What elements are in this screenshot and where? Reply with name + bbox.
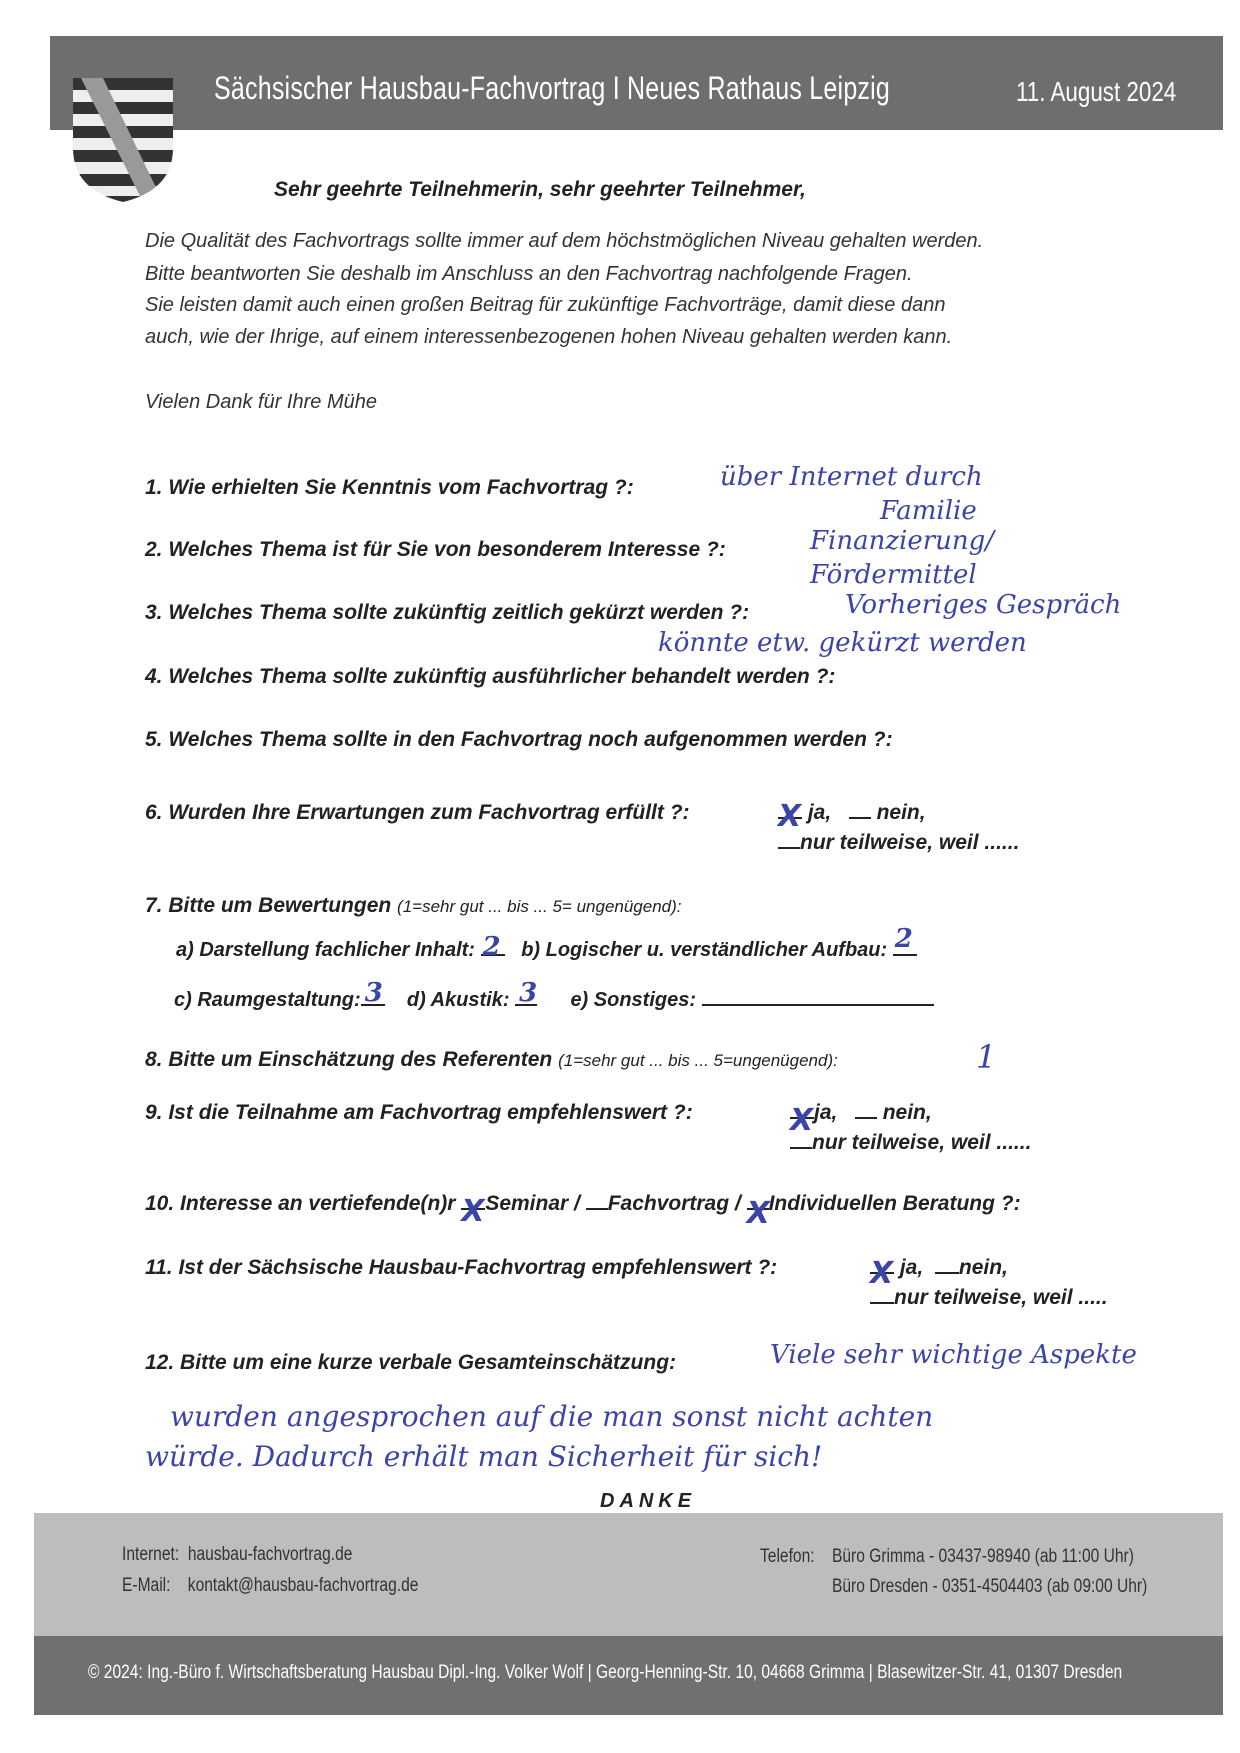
q7b-label: b) Logischer u. verständlicher Aufbau: [521,939,888,961]
q10-beratung-checkbox[interactable] [746,1196,770,1231]
answer-3-line: Vorheriges Gespräch [845,590,1122,620]
q6-ja-checkbox[interactable] [778,799,802,834]
email-link[interactable]: kontakt@hausbau-fachvortrag.de [187,1575,419,1596]
q11-nein-label: nein, [958,1256,1008,1279]
question-10 [145,1192,1021,1231]
q9-options [790,1101,932,1138]
q10-beratung-label: Individuellen Beratung ?: [768,1192,1021,1215]
q11-options [870,1256,1008,1291]
question-12: 12. Bitte um eine kurze verbale Gesamteinschätzung: [145,1351,677,1374]
question-11: 11. Ist der Sächsische Hausbau-Fachvortrag empfehlenswert ?: [145,1256,778,1279]
q6-teilweise-label: nur teilweise, weil ...... [800,831,1020,854]
q6-nein-checkbox[interactable] [849,817,871,819]
footer-copyright: © 2024: Ing.-Büro f. Wirtschaftsberatung Hausbau Dipl.-Ing. Volker Wolf | Georg-Henning-Str. 10, 04668 Grimma | Blasewitzer-Str. 41, 01307 Dresden [88,1662,1123,1683]
checkmark-x-icon: X [461,1194,485,1229]
saxony-coat-of-arms-logo [73,78,173,202]
greeting: Sehr geehrte Teilnehmerin, sehr geehrter Teilnehmer, [274,178,806,201]
intro-line: Die Qualität des Fachvortrags sollte immer auf dem höchstmöglichen Niveau gehalten werden. [145,230,984,252]
answer-2-line: Finanzierung/ [810,526,995,556]
q7e-field[interactable] [702,1004,934,1006]
q7-row-cde [174,978,934,1012]
q9-partial-option [790,1131,1031,1155]
question-3: 3. Welches Thema sollte zukünftig zeitlich gekürzt werden ?: [145,601,750,624]
footer-internet [122,1544,352,1566]
footer-phone-label: Telefon: [760,1546,815,1567]
q7d-label: d) Akustik: [406,989,510,1011]
thanks-text: Vielen Dank für Ihre Mühe [145,391,377,413]
header-title: Sächsischer Hausbau-Fachvortrag I Neues Rathaus Leipzig [214,70,891,106]
answer-12-line: Viele sehr wichtige Aspekte [770,1340,1137,1370]
answer-2-line: Fördermittel [810,560,977,590]
q7c-field[interactable] [361,978,385,1008]
q7-row-ab [176,924,917,962]
q10-label: 10. Interesse an vertiefende(n)r [145,1192,456,1215]
q10-fachvortrag-label: Fachvortrag / [607,1192,741,1215]
q7a-field[interactable] [481,932,505,962]
intro-line: auch, wie der Ihrige, auf einem interessenbezogenen hohen Niveau gehalten werden kann. [145,326,953,348]
q11-ja-label: ja, [899,1256,924,1279]
q7b-value: 2 [894,924,913,954]
checkmark-x-icon: X [746,1196,770,1231]
q6-nein-label: nein, [876,801,926,824]
q11-teilweise-label: nur teilweise, weil ..... [894,1286,1108,1309]
checkmark-x-icon: X [790,1103,814,1138]
q9-teilweise-label: nur teilweise, weil ...... [812,1131,1032,1154]
q9-nein-label: nein, [882,1101,932,1124]
email-label: E-Mail: [122,1575,171,1596]
answer-1-line: über Internet durch [720,462,983,492]
q7c-value: 3 [364,978,383,1008]
q11-nein-checkbox[interactable] [935,1272,959,1274]
q8-value: 1 [976,1038,997,1076]
answer-12-line: wurden angesprochen auf die man sonst nicht achten [170,1400,934,1433]
q7b-field[interactable] [893,924,917,956]
q9-ja-checkbox[interactable] [790,1103,814,1138]
footer-email [122,1575,418,1597]
q6-options [778,799,926,834]
q6-ja-label: ja, [807,801,832,824]
question-6: 6. Wurden Ihre Erwartungen zum Fachvortrag erfüllt ?: [145,801,690,824]
answer-1-line: Familie [880,496,977,526]
q11-teilweise-checkbox[interactable] [870,1302,894,1304]
q10-fachvortrag-checkbox[interactable] [586,1208,608,1210]
checkmark-x-icon: X [778,799,802,834]
q11-partial-option [870,1286,1108,1310]
q8-scale: (1=sehr gut ... bis ... 5=ungenügend): [558,1051,838,1070]
checkmark-x-icon: X [870,1256,894,1291]
question-5: 5. Welches Thema sollte in den Fachvortrag noch aufgenommen werden ?: [145,728,893,751]
q9-nein-checkbox[interactable] [855,1117,877,1119]
q7-scale: (1=sehr gut ... bis ... 5= ungenügend): [397,897,682,916]
q7c-label: c) Raumgestaltung: [174,989,361,1011]
closing-text: DANKE [600,1490,697,1512]
question-2: 2. Welches Thema ist für Sie von besonderem Interesse ?: [145,538,726,561]
q10-seminar-checkbox[interactable] [461,1194,485,1229]
website-link[interactable]: hausbau-fachvortrag.de [187,1544,353,1565]
intro-line: Sie leisten damit auch einen großen Beitrag für zukünftige Fachvorträge, damit diese dann [145,294,946,316]
intro-line: Bitte beantworten Sie deshalb im Anschluss an den Fachvortrag nachfolgende Fragen. [145,263,913,285]
q10-seminar-label: Seminar / [485,1192,580,1215]
q6-teilweise-checkbox[interactable] [778,847,800,849]
footer-phone-dresden: Büro Dresden - 0351-4504403 (ab 09:00 Uhr) [832,1576,1148,1597]
answer-3-line: könnte etw. gekürzt werden [658,628,1027,658]
question-7 [145,894,682,918]
q7d-field[interactable] [515,978,538,1008]
q9-teilweise-checkbox[interactable] [790,1147,812,1149]
question-1: 1. Wie erhielten Sie Kenntnis vom Fachvortrag ?: [145,476,634,499]
answer-12-line: würde. Dadurch erhält man Sicherheit für sich! [145,1440,823,1473]
q11-ja-checkbox[interactable] [870,1256,894,1291]
q8-label: 8. Bitte um Einschätzung des Referenten [145,1048,553,1071]
q7a-label: a) Darstellung fachlicher Inhalt: [176,939,475,961]
question-8 [145,1048,838,1072]
internet-label: Internet: [122,1544,180,1565]
q7-label: 7. Bitte um Bewertungen [145,894,392,917]
q7d-value: 3 [519,978,538,1008]
question-4: 4. Welches Thema sollte zukünftig ausführlicher behandelt werden ?: [145,665,836,688]
header-date: 11. August 2024 [1016,76,1177,107]
q6-partial-option [778,831,1019,855]
question-9: 9. Ist die Teilnahme am Fachvortrag empfehlenswert ?: [145,1101,693,1124]
footer-phone-grimma: Büro Grimma - 03437-98940 (ab 11:00 Uhr) [832,1546,1134,1567]
q7e-label: e) Sonstiges: [570,989,697,1011]
q7a-value: 2 [482,932,501,962]
q9-ja-label: ja, [814,1101,838,1124]
